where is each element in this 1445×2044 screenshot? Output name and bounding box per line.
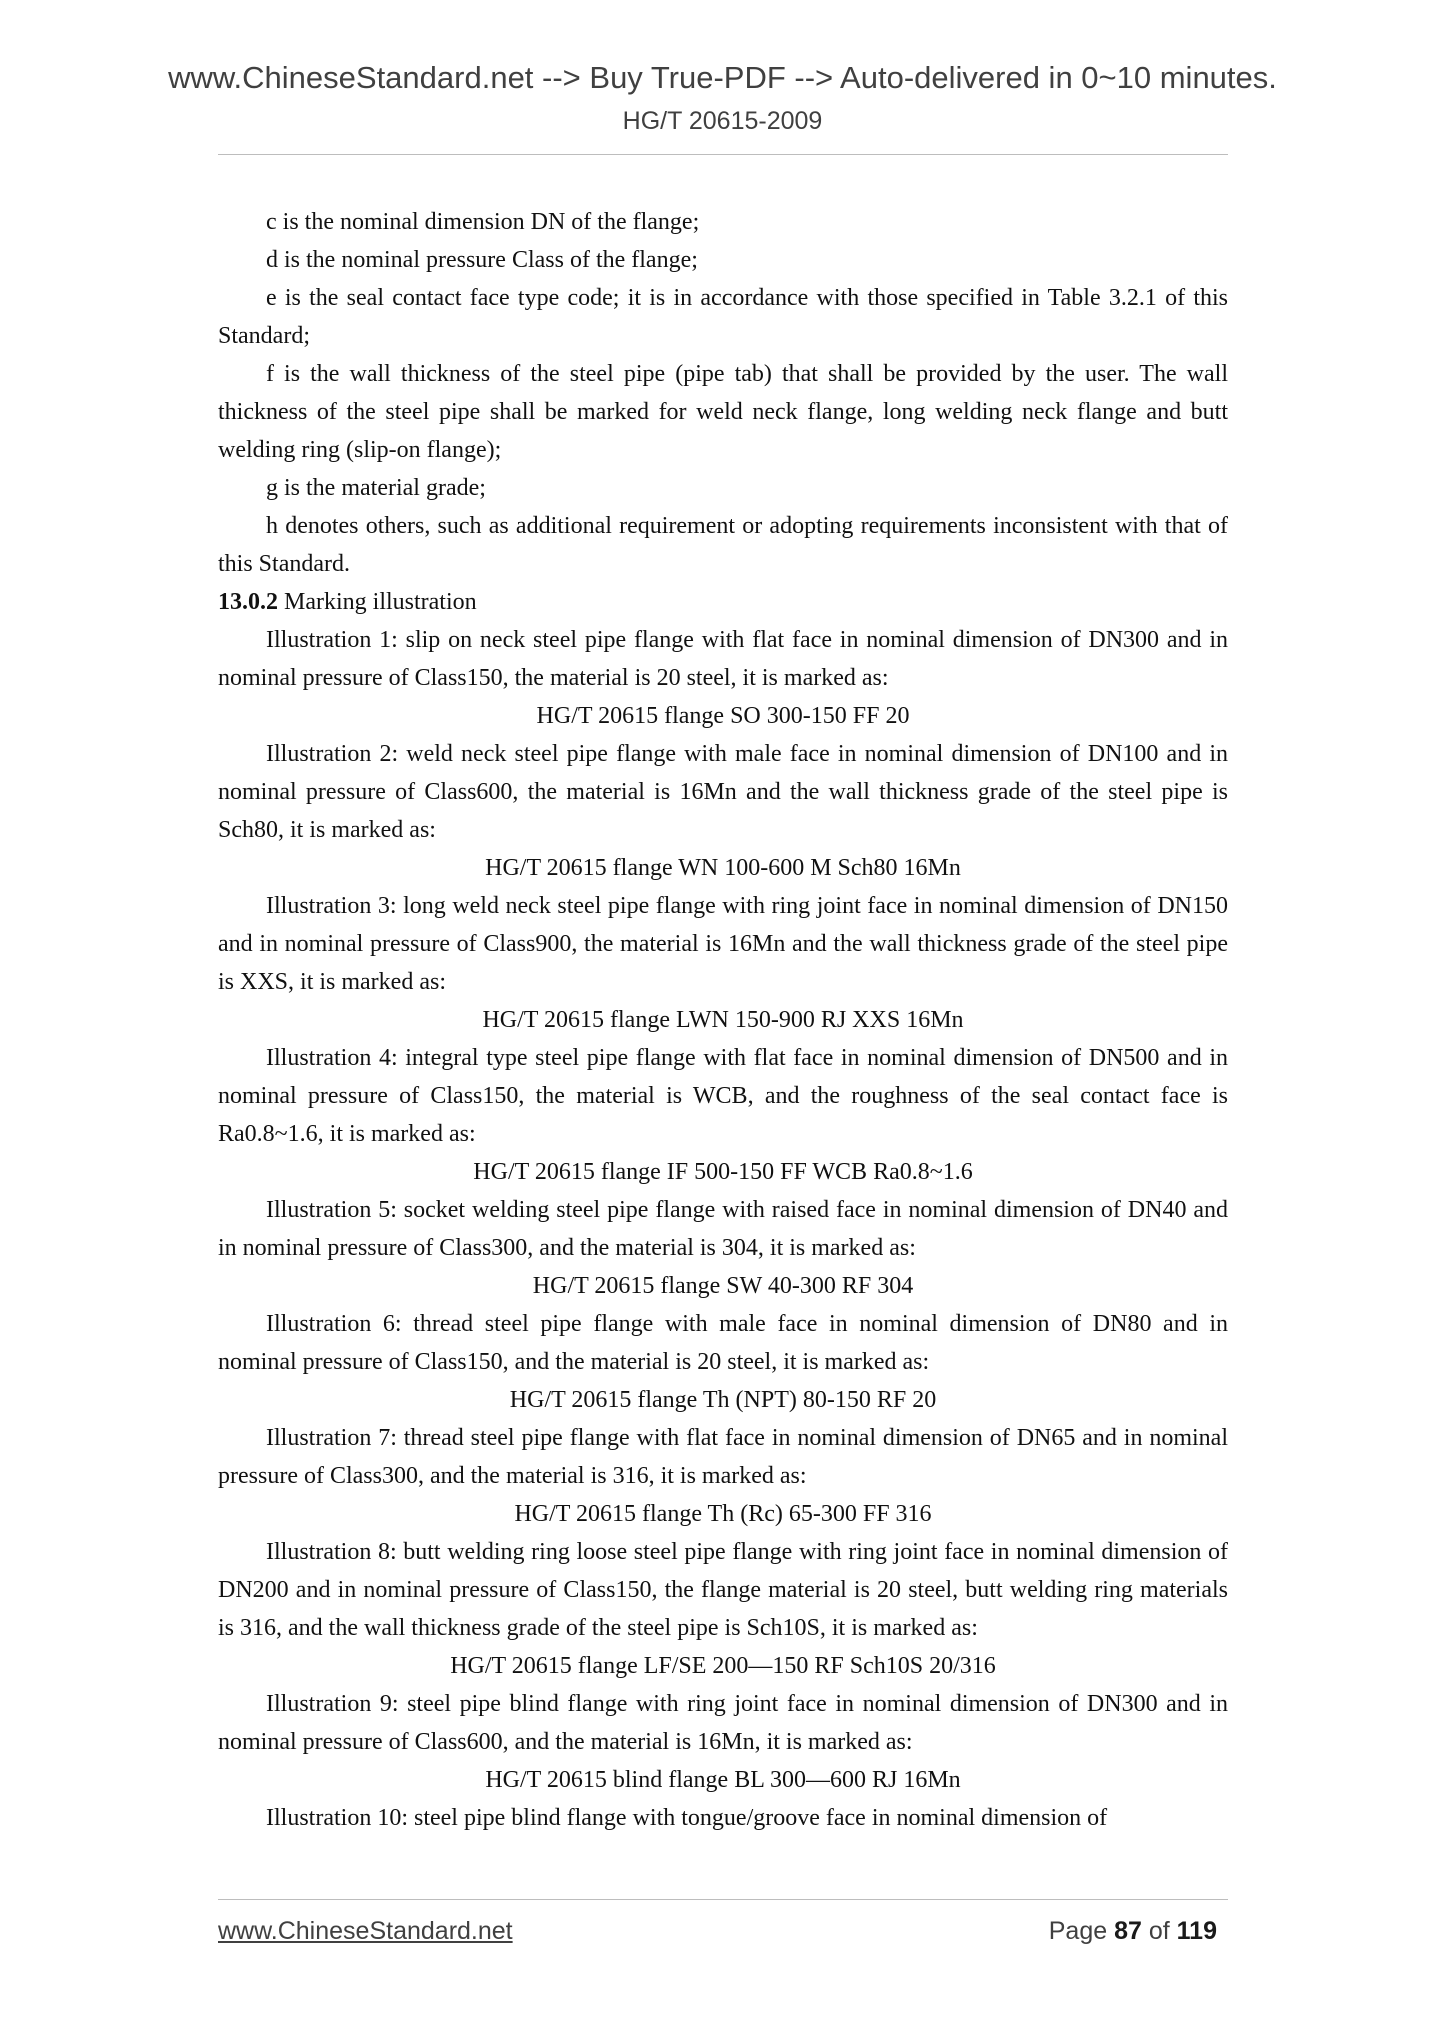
illustration-text: Illustration 9: steel pipe blind flange with ring joint face in nominal dimension of DN300 and in nominal pressure of Class600, and the material is 16Mn, it is marked as: xyxy=(218,1691,1228,1755)
definition-f: f is the wall thickness of the steel pipe (pipe tab) that shall be provided by the user. The wall thickness of the steel pipe shall be marked for weld neck flange, long welding neck flange and butt welding ring (slip-on flange); xyxy=(218,361,1228,463)
header-divider xyxy=(218,154,1228,155)
marking-example: HG/T 20615 flange SW 40-300 RF 304 xyxy=(532,1273,914,1299)
current-page-number: 87 xyxy=(1114,1917,1142,1945)
illustration-text: Illustration 1: slip on neck steel pipe flange with flat face in nominal dimension of DN300 and in nominal pressure of Class150, the material is 20 steel, it is marked as: xyxy=(218,627,1228,691)
standard-number: HG/T 20615-2009 xyxy=(622,107,823,135)
page-indicator xyxy=(1049,1914,1217,1948)
marking-example: HG/T 20615 flange SO 300-150 FF 20 xyxy=(536,703,910,729)
definition-h: h denotes others, such as additional requirement or adopting requirements inconsistent with that of this Standard. xyxy=(218,513,1228,577)
total-pages-number: 119 xyxy=(1176,1917,1217,1945)
illustration-text: Illustration 3: long weld neck steel pipe flange with ring joint face in nominal dimension of DN150 and in nominal pressure of Class900, the material is 16Mn and the wall thickness grade of the steel pipe is XXS, it is marked as: xyxy=(218,893,1228,995)
page-of-label: of xyxy=(1148,1917,1170,1945)
marking-example: HG/T 20615 flange LWN 150-900 RJ XXS 16Mn xyxy=(482,1007,964,1033)
page-label: Page xyxy=(1048,1917,1108,1945)
illustration-text: Illustration 8: butt welding ring loose steel pipe flange with ring joint face in nominal dimension of DN200 and in nominal pressure of Class150, the flange material is 20 steel, butt welding ring materials is 316, and the wall thickness grade of the steel pipe is Sch10S, it is marked as: xyxy=(218,1539,1228,1641)
section-number: 13.0.2 xyxy=(218,589,278,615)
illustration-text: Illustration 10: steel pipe blind flange with tongue/groove face in nominal dimension of xyxy=(266,1805,1108,1831)
section-heading xyxy=(218,583,1228,621)
illustration-text: Illustration 5: socket welding steel pipe flange with raised face in nominal dimension of DN40 and in nominal pressure of Class300, and the material is 304, it is marked as: xyxy=(218,1197,1228,1261)
footer-website-link[interactable]: www.ChineseStandard.net xyxy=(218,1917,513,1945)
marking-example: HG/T 20615 blind flange BL 300—600 RJ 16Mn xyxy=(485,1767,961,1793)
marking-example: HG/T 20615 flange WN 100-600 M Sch80 16Mn xyxy=(485,855,961,881)
document-body xyxy=(218,203,1228,1837)
section-title: Marking illustration xyxy=(284,589,477,615)
definition-g: g is the material grade; xyxy=(266,475,486,501)
marking-example: HG/T 20615 flange IF 500-150 FF WCB Ra0.8~1.6 xyxy=(473,1159,973,1185)
footer-divider xyxy=(218,1899,1228,1900)
definition-e: e is the seal contact face type code; it is in accordance with those specified in Table 3.2.1 of this Standard; xyxy=(218,285,1228,349)
header-banner: www.ChineseStandard.net --> Buy True-PDF --> Auto-delivered in 0~10 minutes. xyxy=(168,60,1277,95)
marking-example: HG/T 20615 flange LF/SE 200—150 RF Sch10S 20/316 xyxy=(450,1653,996,1679)
illustration-text: Illustration 4: integral type steel pipe flange with flat face in nominal dimension of DN500 and in nominal pressure of Class150, the material is WCB, and the roughness of the seal contact face is Ra0.8~1.6, it is marked as: xyxy=(218,1045,1228,1147)
illustration-text: Illustration 7: thread steel pipe flange with flat face in nominal dimension of DN65 and in nominal pressure of Class300, and the material is 316, it is marked as: xyxy=(218,1425,1228,1489)
definition-c: c is the nominal dimension DN of the flange; xyxy=(266,209,700,235)
illustration-text: Illustration 2: weld neck steel pipe flange with male face in nominal dimension of DN100 and in nominal pressure of Class600, the material is 16Mn and the wall thickness grade of the steel pipe is Sch80, it is marked as: xyxy=(218,741,1228,843)
marking-example: HG/T 20615 flange Th (Rc) 65-300 FF 316 xyxy=(514,1501,932,1527)
marking-example: HG/T 20615 flange Th (NPT) 80-150 RF 20 xyxy=(509,1387,937,1413)
definition-d: d is the nominal pressure Class of the flange; xyxy=(266,247,698,273)
illustration-text: Illustration 6: thread steel pipe flange with male face in nominal dimension of DN80 and in nominal pressure of Class150, and the material is 20 steel, it is marked as: xyxy=(218,1311,1228,1375)
